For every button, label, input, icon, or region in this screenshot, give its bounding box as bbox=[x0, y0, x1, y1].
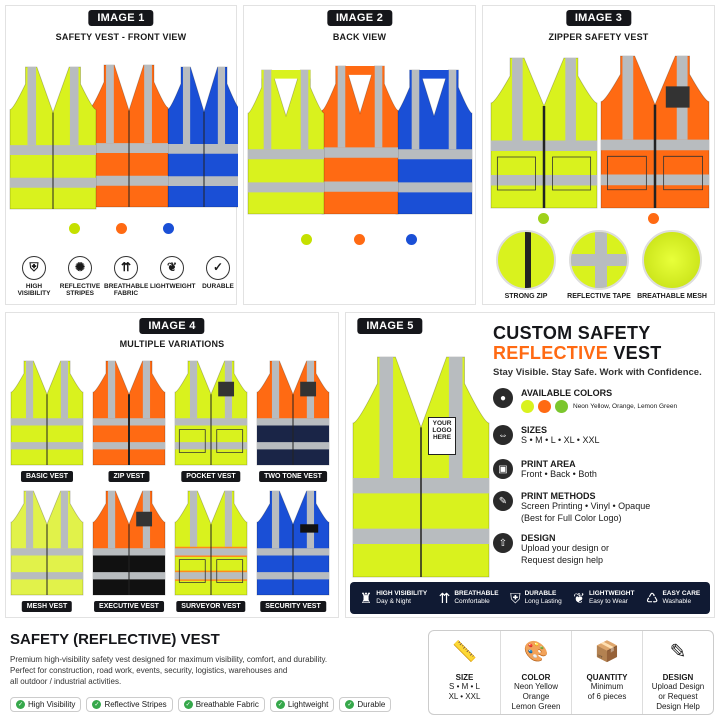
spec-value: Upload your design or bbox=[521, 543, 610, 553]
feature-4 bbox=[196, 256, 240, 290]
spec-value: Neon Yellow, Orange, Lemon Green bbox=[573, 403, 678, 410]
summary-value: of 6 pieces bbox=[587, 692, 627, 701]
feature-chip bbox=[178, 697, 265, 712]
benefit-item bbox=[646, 590, 700, 607]
reflect-icon: ✺ bbox=[68, 256, 92, 280]
swatch-orange bbox=[538, 400, 551, 413]
swatch-yellow bbox=[521, 400, 534, 413]
benefit-title: HIGH VISIBILITY bbox=[376, 590, 428, 598]
spec-value: Screen Printing • Vinyl • Opaque bbox=[521, 501, 651, 511]
spec-title: PRINT METHODS bbox=[521, 491, 596, 501]
vest-surveyor-vest bbox=[175, 491, 247, 595]
vest-blue-back bbox=[396, 70, 472, 214]
summary-value: Neon Yellow bbox=[513, 682, 559, 691]
benefit-sub: Long Lasting bbox=[524, 597, 562, 605]
color-dot-orange bbox=[354, 234, 365, 245]
chip-label: Breathable Fabric bbox=[195, 700, 259, 709]
summary-title: COLOR bbox=[521, 673, 551, 682]
panel-title: MULTIPLE VARIATIONS bbox=[119, 339, 225, 349]
pencil-icon: ✎ bbox=[669, 641, 687, 663]
desc-line: Premium high-visibility safety vest designed for maximum visibility, comfort, and durability. bbox=[10, 655, 328, 664]
vest-basic-vest bbox=[11, 361, 83, 465]
upload-icon: ⇧ bbox=[493, 533, 513, 553]
chip-label: Reflective Stripes bbox=[104, 700, 167, 709]
panel-zipper-vest bbox=[482, 5, 715, 305]
chip-label: Lightweight bbox=[287, 700, 329, 709]
benefit-sub: Washable bbox=[662, 597, 692, 605]
benefit-icon: ❦ bbox=[573, 589, 585, 606]
desc-line: all outdoor / industrial activities. bbox=[10, 676, 122, 686]
vest-custom-large bbox=[353, 357, 489, 577]
color-dot-blue bbox=[163, 223, 174, 234]
logo-placeholder bbox=[428, 417, 456, 455]
spec-note: (Best for Full Color Logo) bbox=[521, 512, 622, 523]
back-vests-illustration bbox=[244, 64, 477, 224]
custom-vest-illustration bbox=[351, 353, 491, 593]
swatch-green bbox=[555, 400, 568, 413]
image-tag: IMAGE 4 bbox=[139, 318, 204, 334]
spec-colors bbox=[493, 388, 677, 413]
variation-label: SURVEYOR VEST bbox=[176, 601, 245, 612]
variations-illustration bbox=[6, 357, 340, 617]
summary-size bbox=[429, 631, 500, 714]
summary-color bbox=[500, 631, 571, 714]
variation-label: EXECUTIVE VEST bbox=[94, 601, 164, 612]
tagline: Stay Visible. Stay Safe. Work with Confidence. bbox=[493, 367, 702, 378]
benefits-bar bbox=[350, 582, 710, 614]
summary-title: DESIGN bbox=[662, 673, 694, 682]
feature-chips bbox=[10, 697, 396, 712]
benefit-title: DURABLE bbox=[524, 590, 557, 598]
front-vests-illustration bbox=[6, 61, 238, 211]
summary-value: Upload Design bbox=[651, 682, 705, 691]
panel-title: SAFETY VEST - FRONT VIEW bbox=[55, 32, 187, 42]
check-shield-icon: ✓ bbox=[206, 256, 230, 280]
vest-pocket-vest bbox=[175, 361, 247, 465]
feature-1 bbox=[58, 256, 102, 298]
summary-value: S • M • L bbox=[449, 682, 480, 691]
spec-value: S • M • L • XL • XXL bbox=[521, 435, 600, 445]
summary-value: Minimum bbox=[590, 682, 624, 691]
vest-orange-zipper bbox=[601, 56, 709, 208]
feature-0 bbox=[12, 256, 56, 298]
vest-orange-back bbox=[322, 66, 398, 214]
summary-value: or Request bbox=[658, 692, 698, 701]
variation-label: ZIP VEST bbox=[109, 471, 150, 482]
color-dot-orange bbox=[116, 223, 127, 234]
summary-title: SIZE bbox=[455, 673, 474, 682]
image-tag: IMAGE 1 bbox=[88, 10, 153, 26]
panel-title: BACK VIEW bbox=[332, 32, 387, 42]
feature-2 bbox=[104, 256, 148, 298]
vest-yellow-front bbox=[10, 67, 96, 209]
panel-variations bbox=[5, 312, 339, 618]
feature-label: DURABLE bbox=[202, 283, 234, 290]
variation-label: TWO TONE VEST bbox=[259, 471, 327, 482]
vest-two-tone-vest bbox=[257, 361, 329, 465]
zipper-vests-illustration bbox=[483, 54, 716, 214]
feature-chip bbox=[270, 697, 334, 712]
variation-label: MESH VEST bbox=[22, 601, 72, 612]
benefit-sub: Day & Night bbox=[376, 597, 411, 605]
chip-label: Durable bbox=[357, 700, 386, 709]
benefit-sub: Comfortable bbox=[454, 597, 490, 605]
custom-heading-1: CUSTOM SAFETY bbox=[493, 323, 651, 343]
check-icon: ✓ bbox=[17, 702, 24, 708]
panel-back-view bbox=[243, 5, 476, 305]
benefit-item bbox=[573, 590, 634, 607]
box-icon: 📦 bbox=[594, 641, 620, 663]
variation-label: SECURITY VEST bbox=[260, 601, 326, 612]
feature-chip bbox=[86, 697, 172, 712]
image-tag: IMAGE 2 bbox=[327, 10, 392, 26]
palette-icon: ● bbox=[493, 388, 513, 408]
spec-value: Request design help bbox=[521, 554, 604, 565]
check-icon: ✓ bbox=[347, 702, 353, 708]
spec-sizes bbox=[493, 425, 599, 447]
heading-accent: REFLECTIVE bbox=[493, 343, 609, 363]
detail-label: REFLECTIVE TAPE bbox=[567, 293, 631, 300]
ruler-icon: 📏 bbox=[452, 641, 477, 663]
benefit-item bbox=[510, 590, 562, 607]
spec-title: AVAILABLE COLORS bbox=[521, 388, 613, 398]
benefit-item bbox=[439, 590, 499, 607]
feature-3 bbox=[150, 256, 194, 290]
feature-label: BREATHABLE FABRIC bbox=[104, 283, 149, 298]
spec-title: PRINT AREA bbox=[521, 459, 576, 469]
feature-chip bbox=[10, 697, 81, 712]
spec-title: DESIGN bbox=[521, 533, 556, 543]
summary-design bbox=[642, 631, 713, 714]
vest-security-vest bbox=[257, 491, 329, 595]
color-dot-yellow bbox=[301, 234, 312, 245]
color-dot-yellow bbox=[69, 223, 80, 234]
feature-chip bbox=[339, 697, 391, 712]
vest-blue-front bbox=[168, 67, 238, 207]
variation-label: BASIC VEST bbox=[21, 471, 73, 482]
chip-label: High Visibility bbox=[28, 700, 76, 709]
color-dot-orange bbox=[648, 213, 659, 224]
benefit-icon: ♺ bbox=[645, 589, 659, 606]
benefit-icon: ⛨ bbox=[510, 589, 521, 606]
feather-icon: ❦ bbox=[160, 256, 184, 280]
check-icon: ✓ bbox=[94, 702, 100, 708]
detail-mesh-circle bbox=[642, 230, 702, 290]
panel-front-view bbox=[5, 5, 237, 305]
detail-tape-circle bbox=[569, 230, 629, 290]
vest-orange-front bbox=[90, 65, 168, 207]
spec-value: Front • Back • Both bbox=[521, 469, 597, 479]
summary-value: Orange bbox=[522, 692, 550, 701]
detail-label: BREATHABLE MESH bbox=[637, 293, 707, 300]
color-dot-yellow bbox=[538, 213, 549, 224]
variation-label: POCKET VEST bbox=[181, 471, 240, 482]
brush-icon: ✎ bbox=[493, 491, 513, 511]
spec-print-area bbox=[493, 459, 597, 481]
benefit-title: LIGHTWEIGHT bbox=[588, 590, 635, 598]
footer-title: SAFETY (REFLECTIVE) VEST bbox=[10, 631, 220, 648]
summary-card bbox=[428, 630, 714, 715]
panel-title: ZIPPER SAFETY VEST bbox=[548, 32, 649, 42]
summary-quantity bbox=[571, 631, 642, 714]
spec-title: SIZES bbox=[521, 425, 548, 435]
benefit-title: BREATHABLE bbox=[454, 590, 499, 598]
shirt-icon: ▣ bbox=[493, 459, 513, 479]
detail-zip-circle bbox=[496, 230, 556, 290]
vest-mesh-vest bbox=[11, 491, 83, 595]
summary-title: QUANTITY bbox=[586, 673, 628, 682]
vest-yellow-zipper bbox=[491, 58, 597, 208]
summary-value: Lemon Green bbox=[511, 702, 561, 711]
vest-zip-vest bbox=[93, 361, 165, 465]
benefit-title: EASY CARE bbox=[662, 590, 701, 598]
vest-yellow-back bbox=[248, 70, 324, 214]
color-dot-blue bbox=[406, 234, 417, 245]
benefit-sub: Easy to Wear bbox=[588, 597, 628, 605]
check-icon: ✓ bbox=[185, 702, 191, 708]
summary-value: Design Help bbox=[656, 702, 700, 711]
spec-design bbox=[493, 533, 609, 566]
image-tag: IMAGE 5 bbox=[357, 318, 422, 334]
benefit-item bbox=[360, 590, 427, 607]
feature-label: HIGH VISIBILITY bbox=[17, 283, 51, 298]
logo-text: YOUR LOGO HERE bbox=[432, 420, 452, 442]
feature-label: REFLECTIVE STRIPES bbox=[59, 283, 101, 298]
detail-label: STRONG ZIP bbox=[504, 293, 548, 300]
image-tag: IMAGE 3 bbox=[566, 10, 631, 26]
desc-line: Perfect for construction, road work, events, security, logistics, warehouses and bbox=[10, 665, 288, 675]
summary-value: XL • XXL bbox=[448, 692, 481, 701]
benefit-icon: ⇈ bbox=[438, 589, 451, 606]
shield-icon: ⛨ bbox=[22, 256, 46, 280]
ruler-icon: ⇔ bbox=[493, 425, 513, 445]
custom-heading-2 bbox=[493, 343, 662, 364]
palette-icon: 🎨 bbox=[523, 641, 549, 663]
footer-description bbox=[10, 655, 420, 687]
check-icon: ✓ bbox=[277, 702, 283, 708]
spec-print-methods bbox=[493, 491, 650, 524]
feature-label: LIGHTWEIGHT bbox=[150, 283, 196, 290]
heading-word: VEST bbox=[613, 343, 662, 363]
vest-executive-vest bbox=[93, 491, 165, 595]
breathe-icon: ⇈ bbox=[114, 256, 138, 280]
benefit-icon: ♜ bbox=[359, 589, 373, 606]
